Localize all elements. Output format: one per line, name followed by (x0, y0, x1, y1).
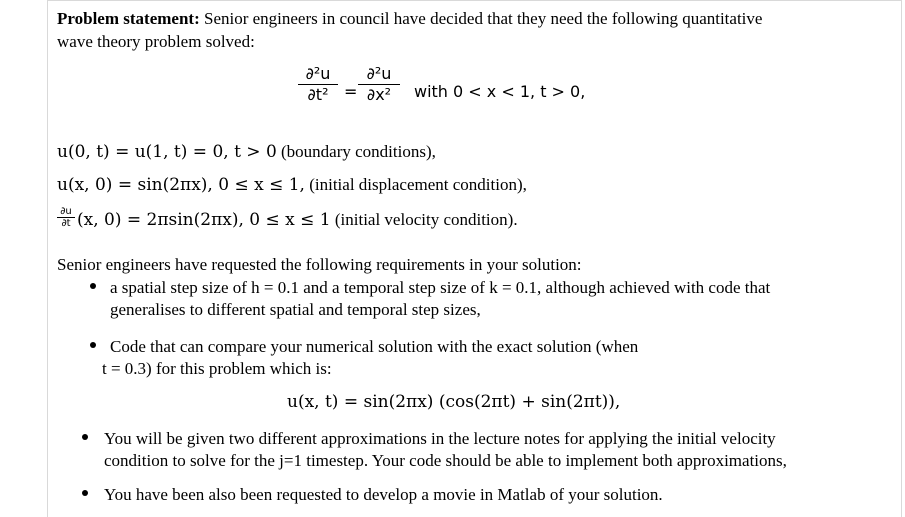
problem-intro: Senior engineers in council have decided that they need the following quantitative (199, 9, 763, 28)
pde-rhs-fraction (358, 65, 400, 104)
pde-domain: with 0 < x < 1, t > 0, (414, 82, 586, 101)
requirement-1-line2: generalises to different spatial and temporal step sizes, (110, 300, 481, 319)
problem-statement-line2: wave theory problem solved: (57, 32, 255, 51)
requirement-3-line1: You will be given two different approximations in the lecture notes for applying the initial velocity (104, 429, 776, 448)
requirement-4-line1: You have been also been requested to develop a movie in Matlab of your solution. (104, 485, 663, 504)
bullet-4 (82, 490, 88, 496)
exact-solution: u(x, t) = sin(2πx) (cos(2πt) + sin(2πt)), (287, 392, 621, 412)
problem-heading: Problem statement: (57, 9, 200, 28)
requirement-2-line1: Code that can compare your numerical solution with the exact solution (when (110, 337, 639, 356)
initial-velocity-math: (x, 0) = 2πsin(2πx), 0 ≤ x ≤ 1 (77, 210, 331, 230)
requirement-1-line1: a spatial step size of h = 0.1 and a temporal step size of k = 0.1, although achieved with code that (110, 278, 771, 297)
pde-rhs-numerator: ∂²u (366, 64, 392, 83)
bullet-2 (90, 342, 96, 348)
bullet-3 (82, 434, 88, 440)
velocity-fraction (57, 206, 75, 229)
initial-velocity-label: (initial velocity condition). (334, 210, 518, 229)
boundary-condition (57, 143, 436, 161)
velocity-fraction-denominator: ∂t (61, 218, 71, 229)
initial-velocity-condition (77, 211, 518, 229)
requirement-3-line2: condition to solve for the j=1 timestep. Your code should be able to implement both approximations, (104, 451, 787, 470)
bullet-1 (90, 283, 96, 289)
pde-lhs-numerator: ∂²u (305, 64, 331, 83)
pde-lhs-fraction (298, 65, 338, 104)
initial-displacement-label: (initial displacement condition), (309, 175, 527, 194)
initial-displacement-condition (57, 176, 527, 194)
boundary-label: (boundary conditions), (281, 142, 436, 161)
initial-displacement-math: u(x, 0) = sin(2πx), 0 ≤ x ≤ 1, (57, 175, 305, 195)
boundary-math: u(0, t) = u(1, t) = 0, t > 0 (57, 142, 277, 162)
problem-statement-line1 (57, 10, 762, 27)
pde-equals: = (344, 82, 358, 101)
requirement-2-line2: t = 0.3) for this problem which is: (102, 359, 332, 378)
pde-rhs-denominator: ∂x² (366, 85, 392, 104)
requirements-intro: Senior engineers have requested the following requirements in your solution: (57, 255, 582, 274)
pde-lhs-denominator: ∂t² (307, 85, 329, 104)
velocity-fraction-numerator: ∂u (60, 206, 72, 217)
